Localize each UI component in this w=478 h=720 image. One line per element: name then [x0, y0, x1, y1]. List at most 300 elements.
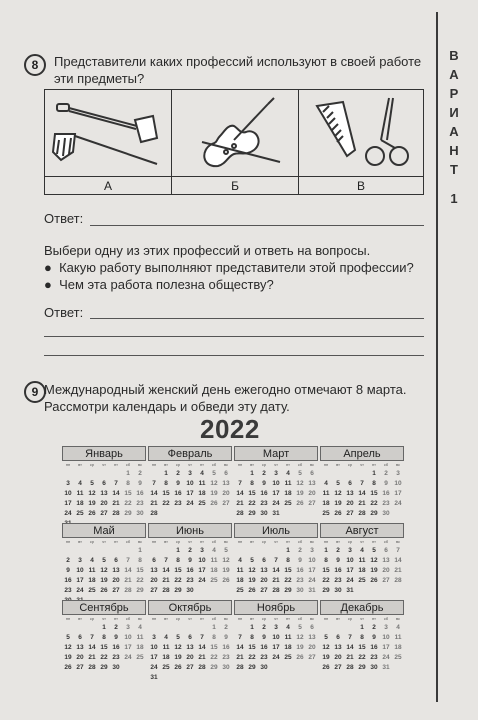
calendar-day[interactable]: 18	[88, 577, 96, 584]
calendar-day[interactable]: 24	[76, 587, 84, 594]
calendar-day[interactable]: 12	[322, 644, 330, 651]
calendar-day[interactable]: 7	[164, 557, 168, 564]
calendar-day[interactable]: 28	[272, 587, 280, 594]
calendar-day[interactable]: 10	[198, 557, 206, 564]
calendar-day[interactable]: 21	[150, 500, 158, 507]
calendar-day[interactable]: 15	[162, 490, 170, 497]
calendar-day[interactable]: 30	[260, 664, 268, 671]
calendar-day[interactable]: 19	[370, 567, 378, 574]
calendar-day[interactable]: 1	[138, 547, 142, 554]
calendar-day[interactable]: 14	[112, 490, 120, 497]
calendar-day[interactable]: 14	[124, 567, 132, 574]
calendar-day[interactable]: 5	[372, 547, 376, 554]
calendar-day[interactable]: 9	[224, 634, 228, 641]
calendar-day[interactable]: 6	[152, 557, 156, 564]
calendar-day[interactable]: 8	[324, 557, 328, 564]
calendar-day[interactable]: 9	[262, 480, 266, 487]
calendar-day[interactable]: 4	[238, 557, 242, 564]
calendar-day[interactable]: 30	[260, 510, 268, 517]
calendar-day[interactable]: 10	[346, 557, 354, 564]
calendar-day[interactable]: 9	[336, 557, 340, 564]
calendar-day[interactable]: 12	[334, 490, 342, 497]
calendar-day[interactable]: 1	[360, 624, 364, 631]
calendar-day[interactable]: 20	[222, 490, 230, 497]
calendar-day[interactable]: 14	[394, 557, 402, 564]
calendar-day[interactable]: 2	[372, 624, 376, 631]
calendar-day[interactable]: 11	[88, 567, 96, 574]
calendar-day[interactable]: 12	[296, 480, 304, 487]
calendar-day[interactable]: 4	[286, 624, 290, 631]
calendar-day[interactable]: 25	[76, 510, 84, 517]
calendar-day[interactable]: 6	[384, 547, 388, 554]
calendar-day[interactable]: 3	[152, 634, 156, 641]
calendar-day[interactable]: 11	[76, 490, 84, 497]
calendar-day[interactable]: 15	[284, 567, 292, 574]
calendar-day[interactable]: 22	[210, 654, 218, 661]
calendar-day[interactable]: 16	[136, 490, 144, 497]
calendar-day[interactable]: 27	[186, 664, 194, 671]
calendar-day[interactable]: 2	[138, 470, 142, 477]
calendar-day[interactable]: 26	[296, 500, 304, 507]
calendar-day[interactable]: 10	[272, 480, 280, 487]
calendar-day[interactable]: 6	[78, 634, 82, 641]
calendar-day[interactable]: 28	[162, 587, 170, 594]
calendar-day[interactable]: 8	[250, 634, 254, 641]
calendar-day[interactable]: 16	[334, 567, 342, 574]
calendar-day[interactable]: 25	[284, 500, 292, 507]
calendar-day[interactable]: 19	[64, 654, 72, 661]
calendar-day[interactable]: 22	[358, 654, 366, 661]
calendar-day[interactable]: 16	[112, 644, 120, 651]
calendar-day[interactable]: 17	[272, 644, 280, 651]
calendar-day[interactable]: 16	[260, 644, 268, 651]
calendar-day[interactable]: 14	[236, 644, 244, 651]
calendar-day[interactable]: 7	[114, 480, 118, 487]
calendar-day[interactable]: 19	[222, 567, 230, 574]
calendar-day[interactable]: 26	[222, 577, 230, 584]
calendar-day[interactable]: 9	[114, 634, 118, 641]
calendar-day[interactable]: 11	[394, 634, 402, 641]
calendar-day[interactable]: 29	[284, 587, 292, 594]
calendar-day[interactable]: 24	[346, 577, 354, 584]
calendar-day[interactable]: 12	[174, 644, 182, 651]
calendar-day[interactable]: 18	[236, 577, 244, 584]
calendar-day[interactable]: 21	[112, 500, 120, 507]
calendar-day[interactable]: 15	[136, 567, 144, 574]
calendar-day[interactable]: 28	[358, 510, 366, 517]
calendar-day[interactable]: 17	[308, 567, 316, 574]
calendar-day[interactable]: 18	[162, 654, 170, 661]
calendar-day[interactable]: 19	[334, 500, 342, 507]
calendar-day[interactable]: 25	[88, 587, 96, 594]
calendar-day[interactable]: 29	[248, 510, 256, 517]
calendar-day[interactable]: 23	[296, 577, 304, 584]
calendar-day[interactable]: 21	[394, 567, 402, 574]
calendar-day[interactable]: 8	[372, 480, 376, 487]
calendar-day[interactable]: 6	[224, 470, 228, 477]
calendar-day[interactable]: 23	[260, 500, 268, 507]
calendar-day[interactable]: 23	[334, 577, 342, 584]
calendar-day[interactable]: 6	[114, 557, 118, 564]
calendar-day[interactable]: 16	[296, 567, 304, 574]
calendar-day[interactable]: 6	[310, 624, 314, 631]
calendar-day[interactable]: 27	[222, 500, 230, 507]
calendar-day[interactable]: 21	[236, 654, 244, 661]
calendar-day[interactable]: 6	[348, 480, 352, 487]
calendar-day[interactable]: 21	[124, 577, 132, 584]
calendar-day[interactable]: 23	[222, 654, 230, 661]
calendar-day[interactable]: 20	[260, 577, 268, 584]
calendar-day[interactable]: 3	[348, 547, 352, 554]
calendar-day[interactable]: 22	[248, 500, 256, 507]
calendar-day[interactable]: 14	[236, 490, 244, 497]
calendar-day[interactable]: 29	[124, 510, 132, 517]
calendar-day[interactable]: 3	[188, 470, 192, 477]
calendar-day[interactable]: 28	[236, 510, 244, 517]
calendar-day[interactable]: 21	[358, 500, 366, 507]
calendar-day[interactable]: 30	[382, 510, 390, 517]
calendar-day[interactable]: 9	[66, 567, 70, 574]
calendar-day[interactable]: 4	[90, 557, 94, 564]
calendar-day[interactable]: 15	[248, 644, 256, 651]
calendar-day[interactable]: 18	[76, 500, 84, 507]
calendar-day[interactable]: 23	[174, 500, 182, 507]
calendar-day[interactable]: 3	[126, 624, 130, 631]
calendar-day[interactable]: 12	[370, 557, 378, 564]
calendar-day[interactable]: 3	[396, 470, 400, 477]
calendar-day[interactable]: 18	[284, 490, 292, 497]
calendar-day[interactable]: 4	[164, 634, 168, 641]
calendar-day[interactable]: 7	[126, 557, 130, 564]
calendar-day[interactable]: 6	[262, 557, 266, 564]
answer-line-4[interactable]	[44, 355, 424, 356]
calendar-day[interactable]: 13	[334, 644, 342, 651]
calendar-day[interactable]: 27	[100, 510, 108, 517]
calendar-day[interactable]: 9	[262, 634, 266, 641]
calendar-day[interactable]: 17	[124, 644, 132, 651]
calendar-day[interactable]: 30	[370, 664, 378, 671]
calendar-day[interactable]: 25	[198, 500, 206, 507]
calendar-day[interactable]: 21	[236, 500, 244, 507]
calendar-day[interactable]: 13	[260, 567, 268, 574]
calendar-day[interactable]: 8	[212, 634, 216, 641]
calendar-day[interactable]: 31	[150, 674, 158, 681]
calendar-day[interactable]: 17	[186, 490, 194, 497]
calendar-day[interactable]: 17	[272, 490, 280, 497]
answer-line-1[interactable]	[90, 225, 424, 226]
calendar-day[interactable]: 15	[100, 644, 108, 651]
calendar-day[interactable]: 13	[112, 567, 120, 574]
calendar-day[interactable]: 4	[138, 624, 142, 631]
calendar-day[interactable]: 31	[382, 664, 390, 671]
calendar-day[interactable]: 6	[102, 480, 106, 487]
calendar-day[interactable]: 15	[174, 567, 182, 574]
calendar-day[interactable]: 9	[384, 480, 388, 487]
calendar-day[interactable]: 24	[272, 500, 280, 507]
calendar-day[interactable]: 15	[358, 644, 366, 651]
calendar-day[interactable]: 28	[236, 664, 244, 671]
calendar-day[interactable]: 22	[322, 577, 330, 584]
calendar-day[interactable]: 25	[136, 654, 144, 661]
calendar-day[interactable]: 20	[308, 490, 316, 497]
calendar-day[interactable]: 1	[212, 624, 216, 631]
calendar-day[interactable]: 18	[358, 567, 366, 574]
calendar-day[interactable]: 30	[112, 664, 120, 671]
calendar-day[interactable]: 14	[272, 567, 280, 574]
calendar-day[interactable]: 31	[308, 587, 316, 594]
calendar-day[interactable]: 11	[198, 480, 206, 487]
calendar-day[interactable]: 22	[100, 654, 108, 661]
calendar-day[interactable]: 10	[382, 634, 390, 641]
calendar-day[interactable]: 15	[210, 644, 218, 651]
calendar-day[interactable]: 28	[124, 587, 132, 594]
calendar-day[interactable]: 27	[112, 587, 120, 594]
calendar-day[interactable]: 1	[102, 624, 106, 631]
calendar-day[interactable]: 30	[222, 664, 230, 671]
calendar-day[interactable]: 29	[370, 510, 378, 517]
calendar-day[interactable]: 8	[138, 557, 142, 564]
calendar-day[interactable]: 18	[322, 500, 330, 507]
calendar-day[interactable]: 23	[370, 654, 378, 661]
calendar-day[interactable]: 13	[346, 490, 354, 497]
calendar-day[interactable]: 19	[322, 654, 330, 661]
calendar-day[interactable]: 14	[198, 644, 206, 651]
calendar-day[interactable]: 26	[174, 664, 182, 671]
calendar-day[interactable]: 3	[78, 557, 82, 564]
calendar-day[interactable]: 26	[64, 664, 72, 671]
calendar-day[interactable]: 24	[198, 577, 206, 584]
calendar-day[interactable]: 24	[150, 664, 158, 671]
calendar-day[interactable]: 20	[112, 577, 120, 584]
calendar-day[interactable]: 7	[200, 634, 204, 641]
calendar-day[interactable]: 21	[272, 577, 280, 584]
calendar-day[interactable]: 5	[176, 634, 180, 641]
calendar-day[interactable]: 18	[198, 490, 206, 497]
calendar-day[interactable]: 28	[88, 664, 96, 671]
calendar-day[interactable]: 14	[88, 644, 96, 651]
calendar-day[interactable]: 26	[334, 510, 342, 517]
calendar-day[interactable]: 2	[298, 547, 302, 554]
calendar-day[interactable]: 8	[176, 557, 180, 564]
calendar-day[interactable]: 15	[322, 567, 330, 574]
calendar-day[interactable]: 3	[310, 547, 314, 554]
calendar-day[interactable]: 4	[324, 480, 328, 487]
calendar-day[interactable]: 30	[136, 510, 144, 517]
calendar-day[interactable]: 17	[76, 577, 84, 584]
calendar-day[interactable]: 27	[334, 664, 342, 671]
calendar-day[interactable]: 9	[298, 557, 302, 564]
calendar-day[interactable]: 27	[308, 500, 316, 507]
calendar-day[interactable]: 7	[360, 480, 364, 487]
calendar-day[interactable]: 20	[100, 500, 108, 507]
calendar-day[interactable]: 18	[394, 644, 402, 651]
calendar-day[interactable]: 3	[200, 547, 204, 554]
calendar-day[interactable]: 6	[336, 634, 340, 641]
calendar-day[interactable]: 5	[298, 624, 302, 631]
calendar-day[interactable]: 24	[124, 654, 132, 661]
calendar-day[interactable]: 13	[76, 644, 84, 651]
calendar-day[interactable]: 9	[372, 634, 376, 641]
calendar-day[interactable]: 9	[188, 557, 192, 564]
calendar-day[interactable]: 5	[336, 480, 340, 487]
calendar-day[interactable]: 5	[324, 634, 328, 641]
calendar-day[interactable]: 21	[162, 577, 170, 584]
calendar-day[interactable]: 17	[346, 567, 354, 574]
calendar-day[interactable]: 12	[296, 634, 304, 641]
calendar-day[interactable]: 28	[394, 577, 402, 584]
calendar-day[interactable]: 15	[124, 490, 132, 497]
calendar-day[interactable]: 10	[64, 490, 72, 497]
calendar-day[interactable]: 23	[382, 500, 390, 507]
calendar-day[interactable]: 16	[174, 490, 182, 497]
calendar-day[interactable]: 20	[150, 577, 158, 584]
calendar-day[interactable]: 21	[88, 654, 96, 661]
calendar-day[interactable]: 24	[272, 654, 280, 661]
calendar-day[interactable]: 6	[310, 470, 314, 477]
calendar-day[interactable]: 14	[162, 567, 170, 574]
calendar-day[interactable]: 25	[322, 510, 330, 517]
calendar-day[interactable]: 5	[224, 547, 228, 554]
calendar-day[interactable]: 26	[370, 577, 378, 584]
calendar-day[interactable]: 8	[250, 480, 254, 487]
calendar-day[interactable]: 22	[136, 577, 144, 584]
calendar-day[interactable]: 7	[238, 634, 242, 641]
calendar-day[interactable]: 19	[296, 490, 304, 497]
calendar-day[interactable]: 26	[210, 500, 218, 507]
calendar-day[interactable]: 25	[236, 587, 244, 594]
calendar-day[interactable]: 29	[248, 664, 256, 671]
calendar-day[interactable]: 23	[136, 500, 144, 507]
calendar-day[interactable]: 29	[100, 664, 108, 671]
answer-line-3[interactable]	[44, 336, 424, 337]
calendar-day[interactable]: 22	[162, 500, 170, 507]
calendar-day[interactable]: 1	[250, 624, 254, 631]
calendar-day[interactable]: 26	[88, 510, 96, 517]
calendar-day[interactable]: 14	[358, 490, 366, 497]
calendar-day[interactable]: 30	[334, 587, 342, 594]
calendar-day[interactable]: 19	[248, 577, 256, 584]
calendar-day[interactable]: 22	[284, 577, 292, 584]
calendar-day[interactable]: 5	[250, 557, 254, 564]
calendar-day[interactable]: 4	[200, 470, 204, 477]
calendar-day[interactable]: 25	[162, 664, 170, 671]
calendar-day[interactable]: 1	[324, 547, 328, 554]
calendar-day[interactable]: 25	[210, 577, 218, 584]
calendar-day[interactable]: 17	[64, 500, 72, 507]
calendar-day[interactable]: 29	[174, 587, 182, 594]
calendar-day[interactable]: 7	[152, 480, 156, 487]
calendar-day[interactable]: 11	[136, 634, 144, 641]
calendar-day[interactable]: 13	[308, 634, 316, 641]
calendar-day[interactable]: 14	[346, 644, 354, 651]
calendar-day[interactable]: 4	[360, 547, 364, 554]
calendar-day[interactable]: 9	[138, 480, 142, 487]
calendar-day[interactable]: 22	[174, 577, 182, 584]
calendar-day[interactable]: 10	[394, 480, 402, 487]
calendar-day[interactable]: 11	[236, 567, 244, 574]
calendar-day[interactable]: 7	[396, 547, 400, 554]
calendar-day[interactable]: 11	[284, 480, 292, 487]
calendar-day[interactable]: 16	[64, 577, 72, 584]
calendar-day[interactable]: 24	[64, 510, 72, 517]
calendar-day[interactable]: 13	[100, 490, 108, 497]
calendar-day[interactable]: 2	[336, 547, 340, 554]
calendar-day[interactable]: 29	[210, 664, 218, 671]
calendar-day[interactable]: 21	[346, 654, 354, 661]
calendar-day[interactable]: 22	[370, 500, 378, 507]
calendar-day[interactable]: 19	[88, 500, 96, 507]
calendar-day[interactable]: 13	[308, 480, 316, 487]
calendar-day[interactable]: 25	[284, 654, 292, 661]
calendar-day[interactable]: 28	[346, 664, 354, 671]
calendar-day[interactable]: 13	[382, 557, 390, 564]
calendar-day[interactable]: 12	[64, 644, 72, 651]
calendar-day[interactable]: 22	[248, 654, 256, 661]
calendar-day[interactable]: 21	[198, 654, 206, 661]
calendar-day[interactable]: 11	[322, 490, 330, 497]
calendar-day[interactable]: 28	[198, 664, 206, 671]
calendar-day[interactable]: 24	[394, 500, 402, 507]
calendar-day[interactable]: 26	[322, 664, 330, 671]
calendar-day[interactable]: 10	[272, 634, 280, 641]
calendar-day[interactable]: 7	[348, 634, 352, 641]
calendar-day[interactable]: 19	[174, 654, 182, 661]
calendar-day[interactable]: 13	[150, 567, 158, 574]
calendar-day[interactable]: 10	[308, 557, 316, 564]
calendar-day[interactable]: 1	[126, 470, 130, 477]
calendar-day[interactable]: 28	[150, 510, 158, 517]
calendar-day[interactable]: 1	[286, 547, 290, 554]
calendar-day[interactable]: 11	[210, 557, 218, 564]
calendar-day[interactable]: 16	[382, 490, 390, 497]
calendar-day[interactable]: 27	[382, 577, 390, 584]
calendar-day[interactable]: 13	[222, 480, 230, 487]
calendar-day[interactable]: 6	[188, 634, 192, 641]
calendar-day[interactable]: 12	[88, 490, 96, 497]
calendar-day[interactable]: 1	[164, 470, 168, 477]
calendar-day[interactable]: 7	[90, 634, 94, 641]
calendar-day[interactable]: 10	[124, 634, 132, 641]
calendar-day[interactable]: 27	[346, 510, 354, 517]
calendar-day[interactable]: 8	[286, 557, 290, 564]
calendar-day[interactable]: 12	[222, 557, 230, 564]
calendar-day[interactable]: 30	[296, 587, 304, 594]
calendar-day[interactable]: 13	[186, 644, 194, 651]
calendar-day[interactable]: 5	[298, 470, 302, 477]
calendar-day[interactable]: 16	[260, 490, 268, 497]
calendar-day[interactable]: 1	[250, 470, 254, 477]
calendar-day[interactable]: 8	[164, 480, 168, 487]
calendar-day[interactable]: 26	[296, 654, 304, 661]
calendar-day[interactable]: 12	[248, 567, 256, 574]
calendar-day[interactable]: 16	[222, 644, 230, 651]
calendar-day[interactable]: 4	[396, 624, 400, 631]
calendar-day[interactable]: 30	[186, 587, 194, 594]
calendar-day[interactable]: 4	[78, 480, 82, 487]
calendar-day[interactable]: 3	[274, 624, 278, 631]
calendar-day[interactable]: 24	[382, 654, 390, 661]
calendar-day[interactable]: 2	[188, 547, 192, 554]
calendar-day[interactable]: 20	[346, 500, 354, 507]
calendar-day[interactable]: 17	[394, 490, 402, 497]
calendar-day[interactable]: 7	[238, 480, 242, 487]
calendar-day[interactable]: 2	[66, 557, 70, 564]
calendar-day[interactable]: 18	[136, 644, 144, 651]
calendar-day[interactable]: 14	[150, 490, 158, 497]
calendar-day[interactable]: 8	[102, 634, 106, 641]
calendar-day[interactable]: 19	[210, 490, 218, 497]
calendar-day[interactable]: 25	[394, 654, 402, 661]
